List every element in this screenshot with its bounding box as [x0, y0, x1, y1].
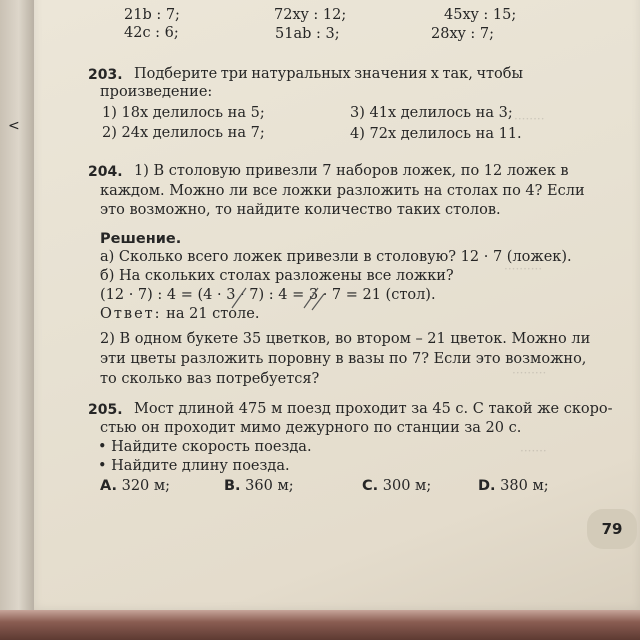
- textbook-page: ········ ·········· ········· ······· 21b : 7; 72xy : 12; 45xy : 15; 42c : 6; 51ab : 3; 28xy : 7; 203. Подберите три натуральных значения x так, чтобы произведение: 1) 18x делилось на 5; 2) 24x делилось на 7; 3) 41x делилось на 3; 4) 72x делилось на 11. 204. 1) В столовую привезли 7 наборов ложек, по 12 ложек в каждом. Можно ли все ложки разложить на столах по 4? Если это возможно, то найдите количество таких столов. Решение. а) Сколько всего ложек привезли в столовую? 12 · 7 (ложек). б) На скольких столах разложены все ложки? (12 · 7) : 4 = (4 · 3 · 7) : 4 = 3 · 7 = 21 (стол). Ответ: на 21 столе. 2) В одном букете 35 цветков, во втором – 21 цветок. Можно ли эти цветы разложить поровну в вазы по 7? Если это возможно, то сколько ваз потребуется? 205. Мост длиной 475 м поезд проходит за 45 с. С такой же скоро- стью он проходит мимо дежурного по станции за 20 с. • Найдите скорость поезда. • Найдите длину поезда. A. 320 м; B. 360 м; C. 300 м; D. 380 м; 79: [34, 0, 640, 616]
- problem-203-item-1: 1) 18x делилось на 5;: [102, 105, 265, 121]
- option-b-value: 360 м;: [240, 478, 294, 494]
- option-d: [478, 479, 549, 494]
- solution-line-b: б) На скольких столах разложены все ложки?: [100, 268, 454, 284]
- option-c-letter: C.: [362, 478, 379, 494]
- table-surface: [0, 610, 640, 640]
- top-row-1-col-3: 45xy : 15;: [444, 7, 517, 23]
- problem-203-item-4: 4) 72x делилось на 11.: [350, 126, 522, 142]
- solution-line-a: а) Сколько всего ложек привезли в столовую? 12 · 7 (ложек).: [100, 249, 572, 265]
- answer-label: Ответ:: [100, 306, 162, 322]
- top-row-2-col-2: 51ab : 3;: [275, 26, 340, 42]
- option-b-letter: B.: [224, 478, 241, 494]
- pencil-strike-marks: [224, 284, 344, 314]
- left-page-edge: [0, 0, 34, 640]
- option-b: [224, 479, 294, 494]
- problem-204-part2-line-1: 2) В одном букете 35 цветков, во втором – 21 цветок. Можно ли: [100, 331, 591, 347]
- solution-line-calc: (12 · 7) : 4 = (4 · 3 · 7) : 4 = 3 · 7 = 21 (стол).: [100, 287, 436, 303]
- problem-203-line-2: произведение:: [100, 84, 213, 100]
- problem-205-bullet-1: • Найдите скорость поезда.: [98, 439, 312, 455]
- option-a-value: 320 м;: [117, 478, 171, 494]
- problem-number-204: 204.: [88, 164, 123, 180]
- option-a-letter: A.: [100, 478, 117, 494]
- problem-203-line-1: Подберите три натуральных значения x так, чтобы: [134, 66, 524, 82]
- page-number-badge: [587, 509, 637, 549]
- page-number: 79: [601, 520, 623, 538]
- problem-204-line-1: 1) В столовую привезли 7 наборов ложек, по 12 ложек в: [134, 163, 569, 179]
- problem-number-205: 205.: [88, 402, 123, 418]
- top-row-1-col-2: 72xy : 12;: [274, 7, 347, 23]
- problem-204-line-2: каждом. Можно ли все ложки разложить на столах по 4? Если: [100, 183, 585, 199]
- option-c: [362, 479, 431, 494]
- left-margin-mark: <: [8, 118, 20, 134]
- top-row-2-col-1: 42c : 6;: [124, 25, 179, 41]
- problem-205-line-2: стью он проходит мимо дежурного по станции за 20 с.: [100, 420, 522, 436]
- problem-204-line-3: это возможно, то найдите количество таких столов.: [100, 202, 501, 218]
- problem-204-part2-line-3: то сколько ваз потребуется?: [100, 371, 320, 387]
- problem-205-bullet-2: • Найдите длину поезда.: [98, 458, 290, 474]
- problem-203-item-3: 3) 41x делилось на 3;: [350, 105, 513, 121]
- problem-204-part2-line-2: эти цветы разложить поровну в вазы по 7? Если это возможно,: [100, 351, 587, 367]
- option-a: [100, 479, 170, 494]
- problem-203-item-2: 2) 24x делилось на 7;: [102, 125, 265, 141]
- top-row-2-col-3: 28xy : 7;: [431, 26, 495, 42]
- answer-text: на 21 столе.: [161, 306, 260, 322]
- problem-number-203: 203.: [88, 67, 123, 83]
- top-row-1-col-1: 21b : 7;: [124, 7, 180, 23]
- solution-heading: Решение.: [100, 231, 182, 247]
- problem-205-line-1: Мост длиной 475 м поезд проходит за 45 с. С такой же скоро-: [134, 401, 613, 417]
- option-d-value: 380 м;: [495, 478, 549, 494]
- option-c-value: 300 м;: [378, 478, 432, 494]
- option-d-letter: D.: [478, 478, 496, 494]
